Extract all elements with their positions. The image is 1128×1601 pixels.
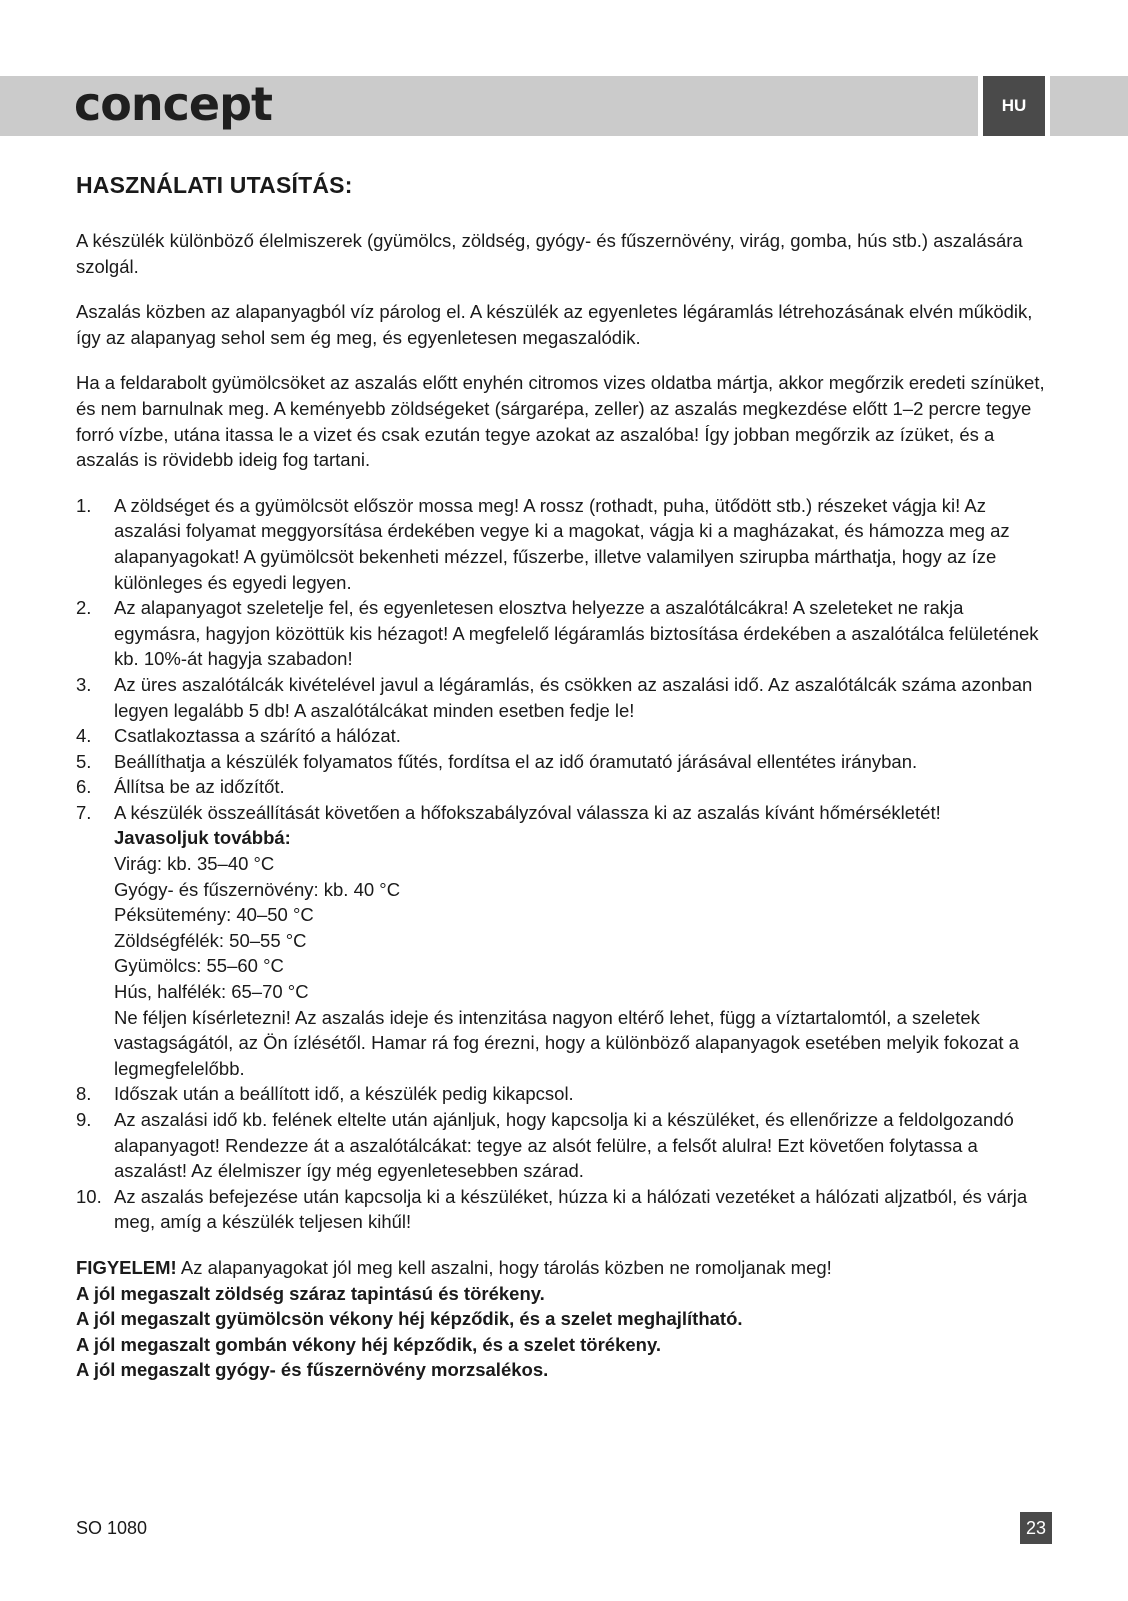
list-item — [76, 723, 1046, 749]
page-number: 23 — [1020, 1512, 1052, 1544]
language-badge: HU — [983, 76, 1045, 136]
step-text: Állítsa be az időzítőt. — [114, 776, 285, 798]
temperature-item: Gyógy- és fűszernövény: kb. 40 °C — [114, 878, 401, 900]
warning-block — [76, 1255, 1046, 1383]
list-item — [76, 749, 1046, 775]
temperature-item: Hús, halfélék: 65–70 °C — [114, 981, 309, 1003]
list-item — [76, 493, 1046, 595]
header-separator — [1045, 76, 1050, 136]
warning-line — [76, 1255, 1046, 1281]
step-text: Az aszalási idő kb. felének eltelte után ajánljuk, hogy kapcsolja ki a készüléket, és ellenőrizze a feldolgozandó alapanyagot! Rendezze át a aszalótálcákat: tegye az alsót felülre, a felsőt alulra! Ezt követően folytassa a aszalást! Az élelmiszer így még egyenletesebben szárad. — [114, 1109, 1014, 1182]
intro-paragraph: A készülék különböző élelmiszerek (gyümölcs, zöldség, gyógy- és fűszernövény, virág, gomba, hús stb.) aszalására szolgál. — [76, 230, 1023, 277]
list-item — [76, 1184, 1046, 1235]
step-number: 1. — [76, 494, 92, 516]
list-item — [76, 774, 1046, 800]
step-text: Az alapanyagot szeletelje fel, és egyenletesen elosztva helyezze a aszalótálcákra! A szeleteket ne rakja egymásra, hagyjon közöttük kis hézagot! A megfelelő légáramlás biztosítása érdekében a aszalótálca felületének kb. 10%-át hagyja szabadon! — [114, 597, 1039, 670]
page-title: HASZNÁLATI UTASÍTÁS: — [76, 172, 353, 198]
intro-paragraph: Aszalás közben az alapanyagból víz párolog el. A készülék az egyenletes légáramlás létrehozásának elvén működik, így az alapanyag sehol sem ég meg, és egyenletesen megaszalódik. — [76, 301, 1033, 348]
step-number: 5. — [76, 750, 92, 772]
step-number: 7. — [76, 801, 92, 823]
list-item — [76, 1081, 1046, 1107]
list-item — [76, 800, 1046, 1082]
warning-line: A jól megaszalt gyógy- és fűszernövény morzsalékos. — [76, 1359, 549, 1381]
step-text: Beállíthatja a készülék folyamatos fűtés, fordítsa el az idő óramutató járásával ellentétes irányban. — [114, 750, 918, 772]
steps-list — [76, 493, 1046, 1235]
intro-paragraph: Ha a feldarabolt gyümölcsöket az aszalás előtt enyhén citromos vizes oldatba mártja, akkor megőrzik eredeti színüket, és nem barnulnak meg. A keményebb zöldségeket (sárgarépa, zeller) az aszalás megkezdése előtt 1–2 percre tegye forró vízbe, utána itassa le a vizet és csak ezután tegye azokat az aszalóba! Így jobban megőrzik az ízüket, és a aszalás is rövidebb ideig fog tartani. — [76, 372, 1045, 471]
temperature-item: Gyümölcs: 55–60 °C — [114, 955, 284, 977]
list-item — [76, 672, 1046, 723]
warning-line: A jól megaszalt gyümölcsön vékony héj képződik, és a szelet meghajlítható. — [76, 1308, 743, 1330]
list-item — [76, 595, 1046, 672]
warning-line: A jól megaszalt gombán vékony héj képződik, és a szelet törékeny. — [76, 1333, 661, 1355]
warning-text: Az alapanyagokat jól meg kell aszalni, hogy tárolás közben ne romoljanak meg! — [176, 1256, 832, 1278]
warning-line: A jól megaszalt zöldség száraz tapintású és törékeny. — [76, 1282, 545, 1304]
temperature-item: Virág: kb. 35–40 °C — [114, 853, 275, 875]
step-number: 10. — [76, 1185, 102, 1207]
step-number: 4. — [76, 725, 92, 747]
model-number: SO 1080 — [76, 1518, 148, 1538]
step-text: Az aszalás befejezése után kapcsolja ki a készüléket, húzza ki a hálózati vezetéket a hálózati aljzatból, és várja meg, amíg a készülék teljesen kihűl! — [114, 1185, 1028, 1233]
brand-logo: concept — [74, 77, 273, 131]
step-text: Időszak után a beállított idő, a készülék pedig kikapcsol. — [114, 1083, 574, 1105]
document-body — [76, 168, 1046, 1383]
step-text: A készülék összeállítását követően a hőfokszabályzóval válassza ki az aszalás kívánt hőmérsékletét! — [114, 801, 941, 823]
step-number: 2. — [76, 597, 92, 619]
step-number: 3. — [76, 673, 92, 695]
experiment-note: Ne féljen kísérletezni! Az aszalás ideje és intenzitása nagyon eltérő lehet, függ a víztartalomtól, a szeletek vastagságától, az Ön ízlésétől. Hamar rá fog érezni, hogy a különböző alapanyagok esetében melyik fokozat a legmegfelelőbb. — [114, 1006, 1019, 1079]
temperature-item: Péksütemény: 40–50 °C — [114, 904, 314, 926]
warning-label: FIGYELEM! — [76, 1256, 177, 1278]
step-number: 9. — [76, 1109, 92, 1130]
step-text: A zöldséget és a gyümölcsöt először mossa meg! A rossz (rothadt, puha, ütődött stb.) részeket vágja ki! Az aszalási folyamat meggyorsítása érdekében vegye ki a magokat, vágja ki a magházakat, és hámozza meg az alapanyagokat! A gyümölcsöt bekenheti mézzel, fűszerbe, illetve valamilyen szirupba márthatja, hogy az íze különleges és egyedi legyen. — [114, 494, 1010, 593]
step-number: 6. — [76, 776, 92, 798]
step-text: Az üres aszalótálcák kivételével javul a légáramlás, és csökken az aszalási idő. Az aszalótálcák száma azonban legyen legalább 5 db! A aszalótálcákat minden esetben fedje le! — [114, 673, 1033, 721]
step-text: Csatlakoztassa a szárító a hálózat. — [114, 725, 401, 747]
list-item — [76, 1107, 1046, 1184]
temperature-item: Zöldségfélék: 50–55 °C — [114, 929, 307, 951]
recommendation-heading: Javasoljuk továbbá: — [114, 827, 291, 849]
step-number: 8. — [76, 1083, 92, 1105]
